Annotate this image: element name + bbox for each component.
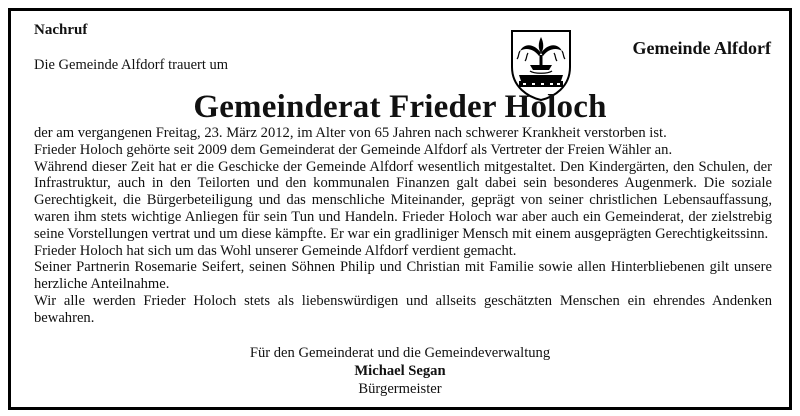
signature-line: Für den Gemeinderat und die Gemeindeverwaltung [249, 345, 551, 361]
body-paragraph: Seiner Partnerin Rosemarie Seifert, seinen Söhnen Philip und Christian mit Familie sowie allen Hinterbliebenen gilt unsere herzliche Anteilnahme. [34, 259, 772, 293]
municipality-name: Gemeinde Alfdorf [632, 38, 771, 58]
signature-block [11, 344, 789, 398]
signatory-role: Bürgermeister [358, 381, 442, 397]
body-paragraph: Während dieser Zeit hat er die Geschicke der Gemeinde Alfdorf wesentlich mitgestaltet. Den Kindergärten, den Schulen, der Infrastruktur, auch in den Teilorten und den kommunalen Finanzen galt dabei sein besonderes Augenmerk. Die soziale Gerechtigkeit, die Bürgerbeteiligung und das menschliche Miteinander, geprägt von seiner christlichen Lebensauffassung, waren ihm stets wichtige Anliegen für sein Tun und Handeln. Frieder Holoch war aber auch ein Gemeinderat, der zielstrebig seine Vorstellungen vertrat und um diese kämpfte. Er war ein gradliniger Mensch mit einem ausgeprägten Gerechtigkeitssinn. [34, 158, 772, 242]
obituary-body [34, 125, 772, 327]
body-paragraph: Frieder Holoch hat sich um das Wohl unserer Gemeinde Alfdorf verdient gemacht. [34, 242, 517, 259]
body-paragraph: der am vergangenen Freitag, 23. März 2012, im Alter von 65 Jahren nach schwerer Krankheit verstorben ist. [34, 125, 667, 141]
obituary-notice [8, 8, 792, 410]
body-paragraph: Wir alle werden Frieder Holoch stets als liebenswürdigen und allseits geschätzten Menschen ein ehrendes Andenken bewahren. [34, 292, 772, 326]
notice-heading: Nachruf [34, 22, 88, 38]
notice-intro: Die Gemeinde Alfdorf trauert um [34, 57, 229, 73]
body-paragraph: Frieder Holoch gehörte seit 2009 dem Gemeinderat der Gemeinde Alfdorf als Vertreter der Freien Wähler an. [34, 141, 673, 158]
deceased-name: Gemeinderat Frieder Holoch [193, 89, 607, 125]
signatory-name: Michael Segan [354, 363, 446, 379]
